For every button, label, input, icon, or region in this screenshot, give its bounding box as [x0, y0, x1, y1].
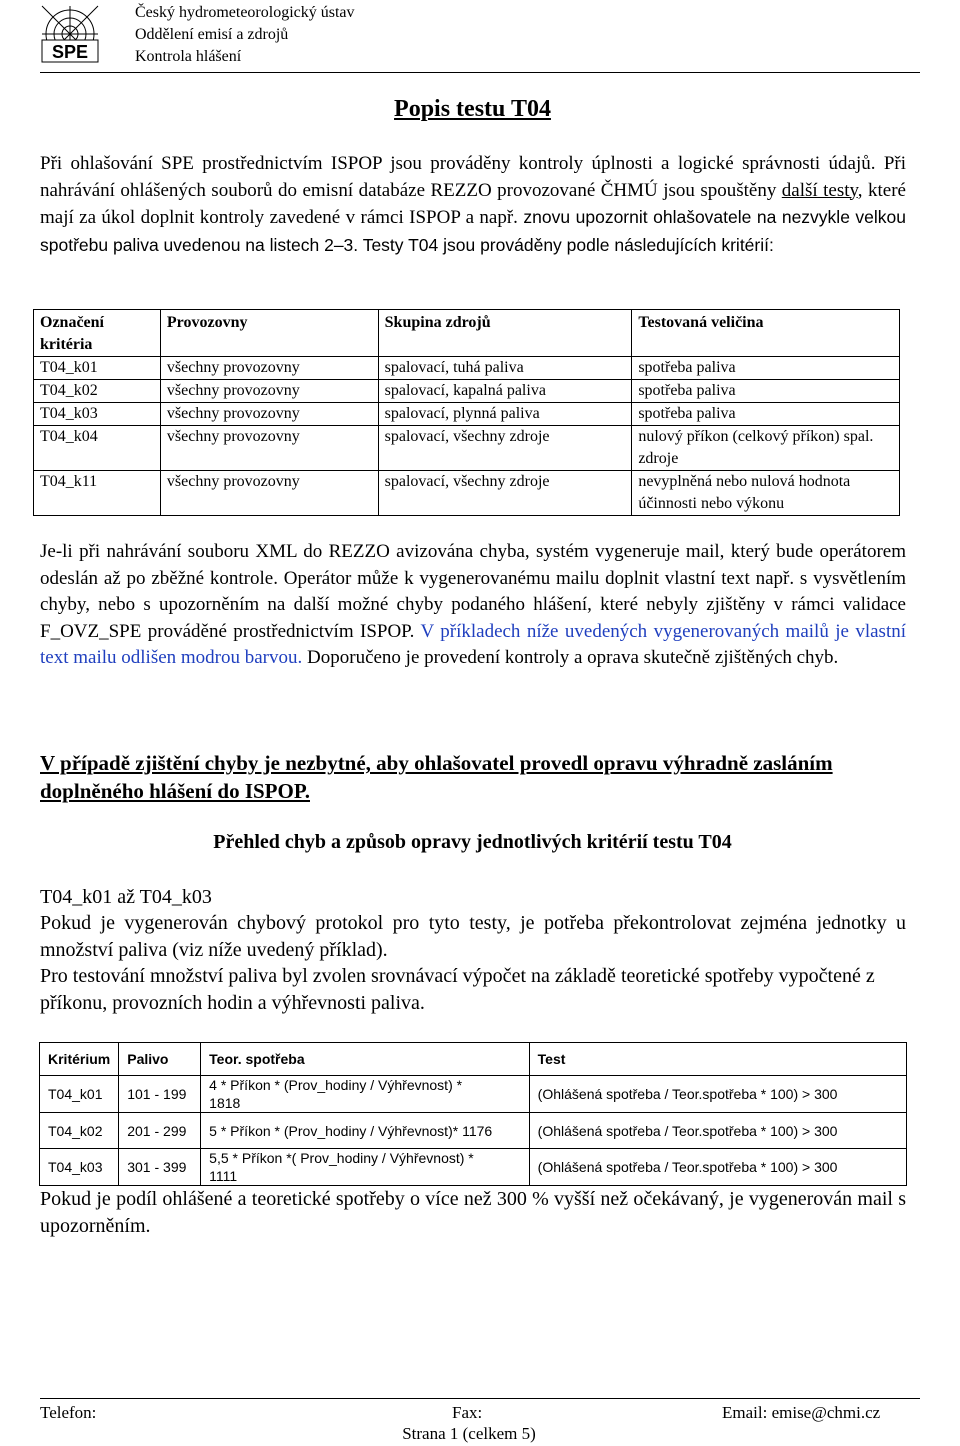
table-cell: T04_k01: [40, 1076, 119, 1113]
further-tests-link[interactable]: další testy: [781, 179, 858, 201]
column-header: Testovaná veličina: [632, 310, 900, 357]
table-cell: T04_k11: [34, 471, 161, 516]
table-cell: spotřeba paliva: [632, 357, 900, 380]
table-row: [34, 380, 900, 403]
column-header: Teor. spotřeba: [201, 1043, 530, 1076]
table-cell: všechny provozovny: [160, 403, 378, 426]
table-cell: spalovací, kapalná paliva: [378, 380, 632, 403]
page-number: Strana 1 (celkem 5): [402, 1424, 536, 1443]
column-header: Provozovny: [160, 310, 378, 357]
footer-divider: [40, 1398, 920, 1399]
table-cell: T04_k02: [34, 380, 161, 403]
table-cell: 301 - 399: [119, 1149, 201, 1186]
intro-text-b: Při nahrávání ohlášených souborů do emisní databáze REZZO provozované ČHMÚ jsou spouštěny: [40, 153, 906, 201]
table-cell: 101 - 199: [119, 1076, 201, 1113]
footer-phone: Telefon:: [40, 1403, 97, 1422]
column-header: Označení kritéria: [34, 310, 161, 357]
table-cell: T04_k03: [40, 1149, 119, 1186]
header-divider: [40, 72, 920, 73]
header-institute: Český hydrometeorologický ústav: [135, 4, 355, 21]
table-cell: nevyplněná nebo nulová hodnota účinnosti nebo výkonu: [632, 471, 900, 516]
table-cell: T04_k01: [34, 357, 161, 380]
column-header: Skupina zdrojů: [378, 310, 632, 357]
intro-text-e: Testy T04 jsou prováděny podle následujících kritérií:: [358, 234, 774, 255]
table-cell: 201 - 299: [119, 1113, 201, 1149]
table-row: [34, 403, 900, 426]
table-cell: (Ohlášená spotřeba / Teor.spotřeba * 100) > 300: [529, 1113, 906, 1149]
criteria-table: [33, 309, 900, 516]
column-header: Kritérium: [40, 1043, 119, 1076]
table-cell: 5 * Příkon * (Prov_hodiny / Výhřevnost)* 1176: [201, 1113, 530, 1149]
table-cell: spotřeba paliva: [632, 403, 900, 426]
table-header-row: [34, 310, 900, 357]
section-paragraph-2: Pro testování množství paliva byl zvolen srovnávací výpočet na základě teoretické spotřeby vypočtené z příkonu, provozních hodin a výhřevnosti paliva.: [40, 965, 875, 1014]
table-row: [40, 1113, 907, 1149]
section-title: T04_k01 až T04_k03: [40, 886, 212, 908]
table-row: [34, 426, 900, 471]
table-cell: všechny provozovny: [160, 426, 378, 471]
table-row: [34, 471, 900, 516]
table-cell: spalovací, plynná paliva: [378, 403, 632, 426]
table-row: [34, 357, 900, 380]
table-header-row: [40, 1043, 907, 1076]
email-info-paragraph: [40, 539, 906, 672]
table-cell: spalovací, tuhá paliva: [378, 357, 632, 380]
table-cell: (Ohlášená spotřeba / Teor.spotřeba * 100) > 300: [529, 1149, 906, 1186]
table-cell: spotřeba paliva: [632, 380, 900, 403]
table-cell: T04_k03: [34, 403, 161, 426]
blue-text-note: V příkladech níže uvedených vygenerovaných mailů je vlastní text mailu odlišen modrou barvou.: [40, 620, 907, 668]
table-row: [40, 1076, 907, 1113]
table-cell: nulový příkon (celkový příkon) spal. zdroje: [632, 426, 900, 471]
table-cell: spalovací, všechny zdroje: [378, 426, 632, 471]
table-cell: 4 * Příkon * (Prov_hodiny / Výhřevnost) * 1818: [201, 1076, 530, 1113]
fuel-test-table: [39, 1042, 907, 1186]
svg-text:SPE: SPE: [51, 42, 89, 62]
closing-paragraph: Pokud je podíl ohlášené a teoretické spotřeby o více než 300 % vyšší než očekávaný, je vygenerován mail s upozorněním.: [40, 1188, 906, 1237]
table-cell: všechny provozovny: [160, 380, 378, 403]
table-cell: (Ohlášená spotřeba / Teor.spotřeba * 100) > 300: [529, 1076, 906, 1113]
column-header: Palivo: [119, 1043, 201, 1076]
table-cell: všechny provozovny: [160, 357, 378, 380]
spe-logo-icon: [40, 4, 100, 64]
warning-notice: V případě zjištění chyby je nezbytné, aby ohlašovatel provedl opravu výhradně zasláním doplněného hlášení do ISPOP.: [40, 751, 833, 803]
intro-text-d: znovu upozornit ohlašovatele na nezvykle velkou spotřebu paliva uvedenou na listech 2–3.: [40, 207, 907, 255]
column-header: Test: [529, 1043, 906, 1076]
section-paragraph-1: Pokud je vygenerován chybový protokol pro tyto testy, je potřeba překontrolovat zejména jednotky u množství paliva (viz níže uvedený příklad).: [40, 912, 906, 961]
table-cell: T04_k04: [34, 426, 161, 471]
intro-text-c: , které mají za úkol doplnit kontroly zavedené v rámci ISPOP a např.: [40, 179, 906, 228]
table-cell: 5,5 * Příkon *( Prov_hodiny / Výhřevnost) * 1111: [201, 1149, 530, 1186]
intro-paragraph: [40, 151, 906, 259]
intro-text-a: Při ohlašování SPE prostřednictvím ISPOP jsou prováděny kontroly úplnosti a logické správnosti údajů.: [40, 153, 876, 174]
email-info-text: Je-li při nahrávání souboru XML do REZZO avizována chyba, systém vygeneruje mail, který bude operátorem odeslán až po zběžné kontrole. Operátor může k vygenerovanému mailu doplnit vlastní text např. s vysvětlením chyby, nebo s upozorněním na další možné chyby podaného hlášení, které nebyly zjištěny v rámci validace F_OVZ_SPE prováděné prostřednictvím ISPOP.: [40, 541, 906, 642]
table-cell: T04_k02: [40, 1113, 119, 1149]
table-cell: spalovací, všechny zdroje: [378, 471, 632, 516]
page-title: Popis testu T04: [394, 96, 551, 122]
table-cell: všechny provozovny: [160, 471, 378, 516]
table-row: [40, 1149, 907, 1186]
footer-fax: Fax:: [452, 1403, 483, 1422]
header-section: Kontrola hlášení: [135, 48, 242, 65]
header-department: Oddělení emisí a zdrojů: [135, 26, 289, 43]
recommendation-text: Doporučeno je provedení kontroly a oprava skutečně zjištěných chyb.: [302, 647, 839, 668]
overview-title: Přehled chyb a způsob opravy jednotlivých kritérií testu T04: [213, 831, 732, 853]
footer-email: Email: emise@chmi.cz: [722, 1403, 881, 1422]
